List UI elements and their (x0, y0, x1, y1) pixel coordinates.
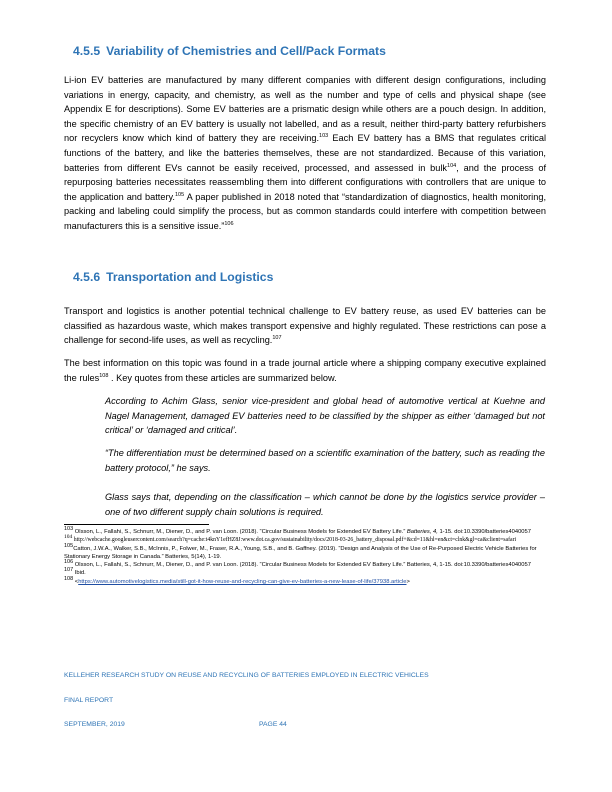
footnote-link[interactable]: https://www.automotivelogistics.media/still-got-it-how-reuse-and-recycling-can-give-ev-batteries-a-new-lease-of-life/37938.article (78, 578, 407, 585)
body-paragraph (64, 73, 546, 234)
text-run: Transport and logistics is another potential technical challenge to EV battery reuse, as used EV batteries can be classified as hazardous waste, which makes transport expensive and highly regulated. These restrictions can pose a challenge for second-life uses, as well as recycling. (64, 306, 546, 346)
footnote-divider (64, 524, 209, 525)
body-paragraph (64, 356, 546, 385)
footer-report-label: FINAL REPORT (64, 697, 114, 704)
footnote-number: 108 (64, 575, 74, 582)
footer-study-title: KELLEHER RESEARCH STUDY ON REUSE AND RECYCLING OF BATTERIES EMPLOYED IN ELECTRIC VEHICLES (64, 672, 429, 679)
section-title: Transportation and Logistics (106, 270, 274, 284)
section-number: 4.5.5 (73, 44, 101, 58)
footnote-text: Olsson, L., Fallahi, S., Schnurr, M., Diener, D., and P. van Loon. (2018). “Circular Business Models for Extended EV Battery Life.” Batteries, 4, 1-15. doi:10.3390/batteries4040057 (73, 562, 531, 569)
footnote-number: 106 (64, 559, 74, 566)
section-heading-4-5-5 (73, 44, 386, 58)
footnote-number: 104 (64, 534, 73, 541)
footnote-104 (64, 536, 554, 544)
footer-date: SEPTEMBER, 2019 (64, 721, 125, 728)
section-heading-4-5-6 (73, 270, 273, 284)
footnote-text: 1-15. doi:10.3390/batteries4040057 (437, 529, 531, 535)
footnote-number: 107 (64, 567, 74, 574)
block-quote: According to Achim Glass, senior vice-president and global head of automotive vertical at Kuehne and Nagel Management, damaged EV batteries need to be classified by the shipper as either ‘damaged but not critical’ or ‘damaged and critical’. (105, 396, 545, 436)
footnote-ref[interactable]: 104 (447, 162, 457, 169)
footnotes (64, 528, 554, 586)
text-run: . Key quotes from these articles are summarized below. (108, 372, 337, 383)
footnote-text: < (73, 578, 79, 585)
footnote-text: > (406, 578, 410, 585)
footnote-106 (64, 561, 554, 569)
body-paragraph (64, 304, 546, 348)
text-run: Each EV battery has a BMS that regulates critical functions of the battery, and like the batteries themselves, these are not standardized. Because of this variation, batteries from different EVs cannot be easily received, processed, and assessed in bulk (64, 133, 546, 173)
footer-page-number: PAGE 44 (259, 721, 287, 728)
footnote-number: 103 (64, 526, 74, 533)
block-quote: Glass says that, depending on the classification – which cannot be done by the logistics service provider – one of two different supply chain solutions is required. (105, 492, 545, 517)
footnote-text: Olsson, L., Fallahi, S., Schnurr, M., Diener, D., and P. van Loon. (2018). “Circular Business Models for Extended EV Battery Life.” (73, 529, 407, 535)
footnote-ref[interactable]: 105 (174, 191, 185, 198)
footnote-text: http://webcache.googleusercontent.com/search?q=cache:t4knY1efHZ8J:www.dot.ca.gov/sustainability/docs/2018-03-26_battery_disposal.pdf+&cd=11&hl=en&ct=clnk&gl=ca&client=safari (72, 537, 517, 544)
footnote-103 (64, 528, 554, 536)
text-run: , and the process of repurposing batteries necessitates reassembling them into different configurations with controllers that are unique to the application and battery. (64, 162, 546, 202)
section-number: 4.5.6 (73, 270, 101, 284)
section-title: Variability of Chemistries and Cell/Pack Formats (106, 44, 386, 58)
footnote-number: 105 (64, 542, 74, 549)
text-run: A paper published in 2018 noted that “standardization of diagnostics, health monitoring, packing and labeling could simplify the process, but as common standards could interfere with competition between manufacturers this is a sensitive issue.” (64, 191, 546, 231)
block-quote: “The differentiation must be determined based on a scientific examination of the battery, such as reading the battery protocol,” he says. (105, 448, 545, 473)
footnote-ref[interactable]: 103 (319, 133, 329, 140)
footnote-ref[interactable]: 106 (224, 220, 234, 227)
text-run: Li-ion EV batteries are manufactured by many different companies with different design configurations, including variations in energy, capacity, and chemistry, as well as the number and type of cells and physical shape (see Appendix E for descriptions). Some EV batteries are a prismatic design while others are a pouch design. In addition, the specific chemistry of an EV battery is usually not labelled, and as a result, neither third-party battery refurbishers nor recyclers know which kind of battery they are receiving. (64, 75, 546, 144)
footnote-ref[interactable]: 107 (272, 335, 282, 342)
text-run: The best information on this topic was found in a trade journal article where a shipping company executive explained the rules (64, 358, 546, 383)
footnote-text: Catton, J.W.A., Walker, S.B., McInnis, P., Folwer, M., Fraser, R.A., Young, S.B., and B. Gaffney. (2019). “Design and Analysis of the Use of Re-Purposed Electric Vehicle Batteries for Stationary Energy Storage in Canada.” Batteries, 5(14), 1-19. (64, 545, 537, 560)
footnote-108 (64, 575, 554, 586)
footnote-journal: Batteries, 4, (406, 529, 438, 535)
footnote-ref[interactable]: 108 (99, 372, 109, 379)
footnote-107 (64, 569, 554, 577)
footnote-105 (64, 542, 554, 562)
footnote-text: Ibid. (73, 570, 86, 577)
